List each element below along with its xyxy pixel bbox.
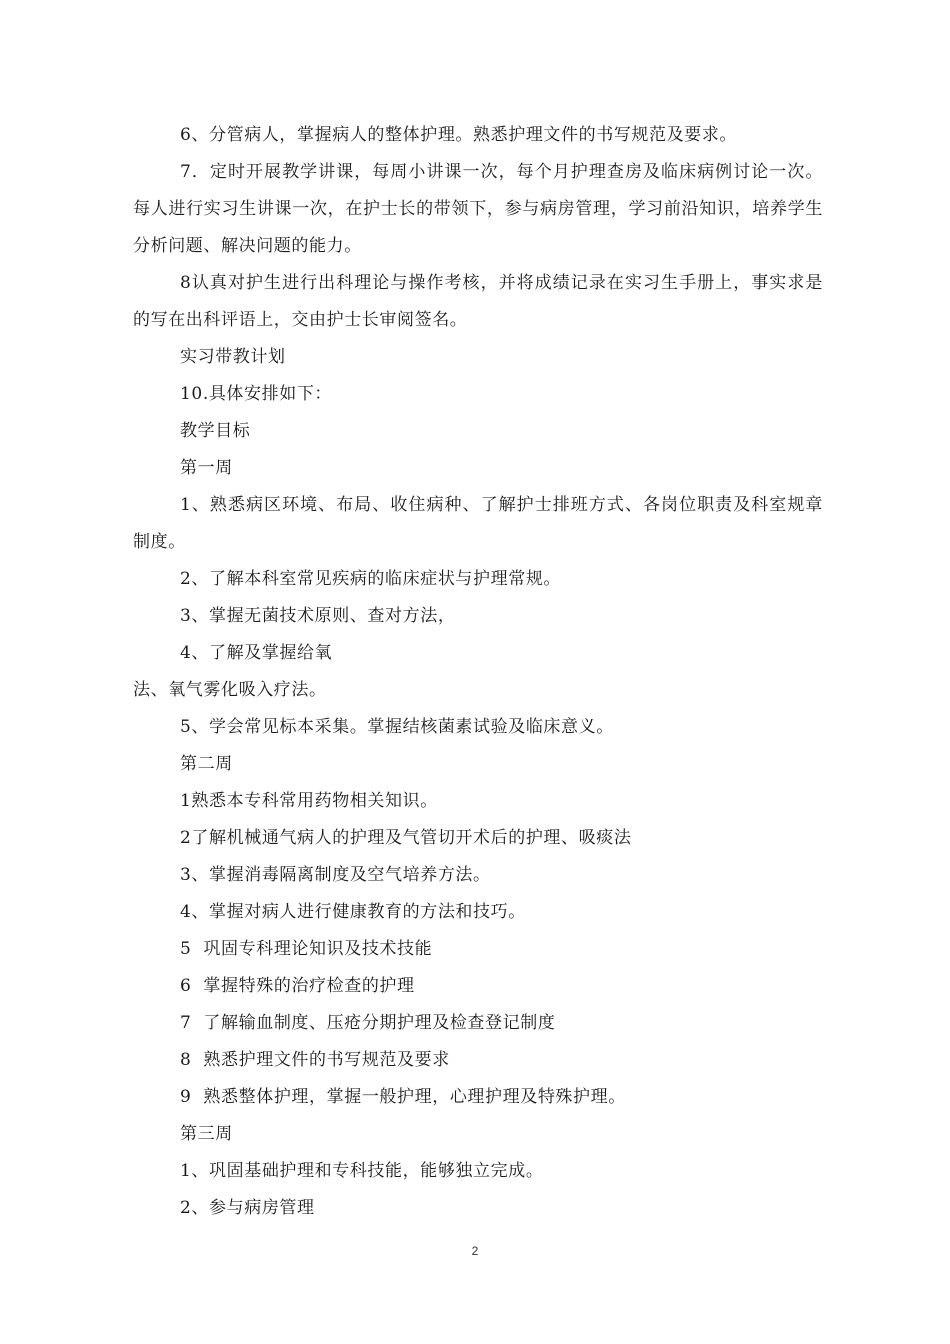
week1-item-3: 3、掌握无菌技术原则、查对方法， bbox=[180, 606, 456, 626]
paragraph-item-10: 10.具体安排如下： bbox=[180, 384, 333, 404]
week2-item-2: 2了解机械通气病人的护理及气管切开术后的护理、吸痰法 bbox=[180, 828, 632, 848]
week1-item-1: 1、熟悉病区环境、布局、收住病种、了解护士排班方式、各岗位职责及科室规章制度。 bbox=[133, 495, 823, 552]
week2-item-1: 1熟悉本专科常用药物相关知识。 bbox=[180, 791, 438, 811]
document-body bbox=[133, 117, 823, 1227]
paragraph-item-6: 6、分管病人，掌握病人的整体护理。熟悉护理文件的书写规范及要求。 bbox=[180, 125, 738, 145]
week1-item-2: 2、了解本科室常见疾病的临床症状与护理常规。 bbox=[180, 569, 562, 589]
week2-item-3: 3、掌握消毒隔离制度及空气培养方法。 bbox=[180, 865, 491, 885]
paragraph-item-7: 7．定时开展教学讲课，每周小讲课一次，每个月护理查房及临床病例讨论一次。每人进行实习生讲课一次，在护士长的带领下，参与病房管理，学习前沿知识，培养学生分析问题、解决问题的能力。 bbox=[133, 162, 823, 256]
week2-item-5: 5 巩固专科理论知识及技术技能 bbox=[180, 939, 433, 959]
week1-item-4: 4、了解及掌握给氧 bbox=[180, 643, 333, 663]
week2-item-9: 9 熟悉整体护理，掌握一般护理，心理护理及特殊护理。 bbox=[180, 1087, 626, 1107]
week2-item-4: 4、掌握对病人进行健康教育的方法和技巧。 bbox=[180, 902, 526, 922]
section-heading-goals: 教学目标 bbox=[180, 421, 251, 441]
week-heading-1: 第一周 bbox=[180, 458, 233, 478]
paragraph-item-8: 8认真对护生进行出科理论与操作考核，并将成绩记录在实习生手册上，事实求是的写在出科评语上，交由护士长审阅签名。 bbox=[133, 273, 823, 330]
week2-item-7: 7 了解输血制度、压疮分期护理及检查登记制度 bbox=[180, 1013, 556, 1033]
week2-item-6: 6 掌握特殊的治疗检查的护理 bbox=[180, 976, 415, 996]
week1-item-5: 5、学会常见标本采集。掌握结核菌素试验及临床意义。 bbox=[180, 717, 614, 737]
week3-item-1: 1、巩固基础护理和专科技能，能够独立完成。 bbox=[180, 1161, 544, 1181]
week-heading-3: 第三周 bbox=[180, 1124, 233, 1144]
section-heading-plan: 实习带教计划 bbox=[180, 347, 286, 367]
week2-item-8: 8 熟悉护理文件的书写规范及要求 bbox=[180, 1050, 450, 1070]
page-number: 2 bbox=[471, 1244, 479, 1258]
week-heading-2: 第二周 bbox=[180, 754, 233, 774]
week1-item-4-cont: 法、氧气雾化吸入疗法。 bbox=[133, 680, 327, 700]
week3-item-2: 2、参与病房管理 bbox=[180, 1198, 315, 1218]
